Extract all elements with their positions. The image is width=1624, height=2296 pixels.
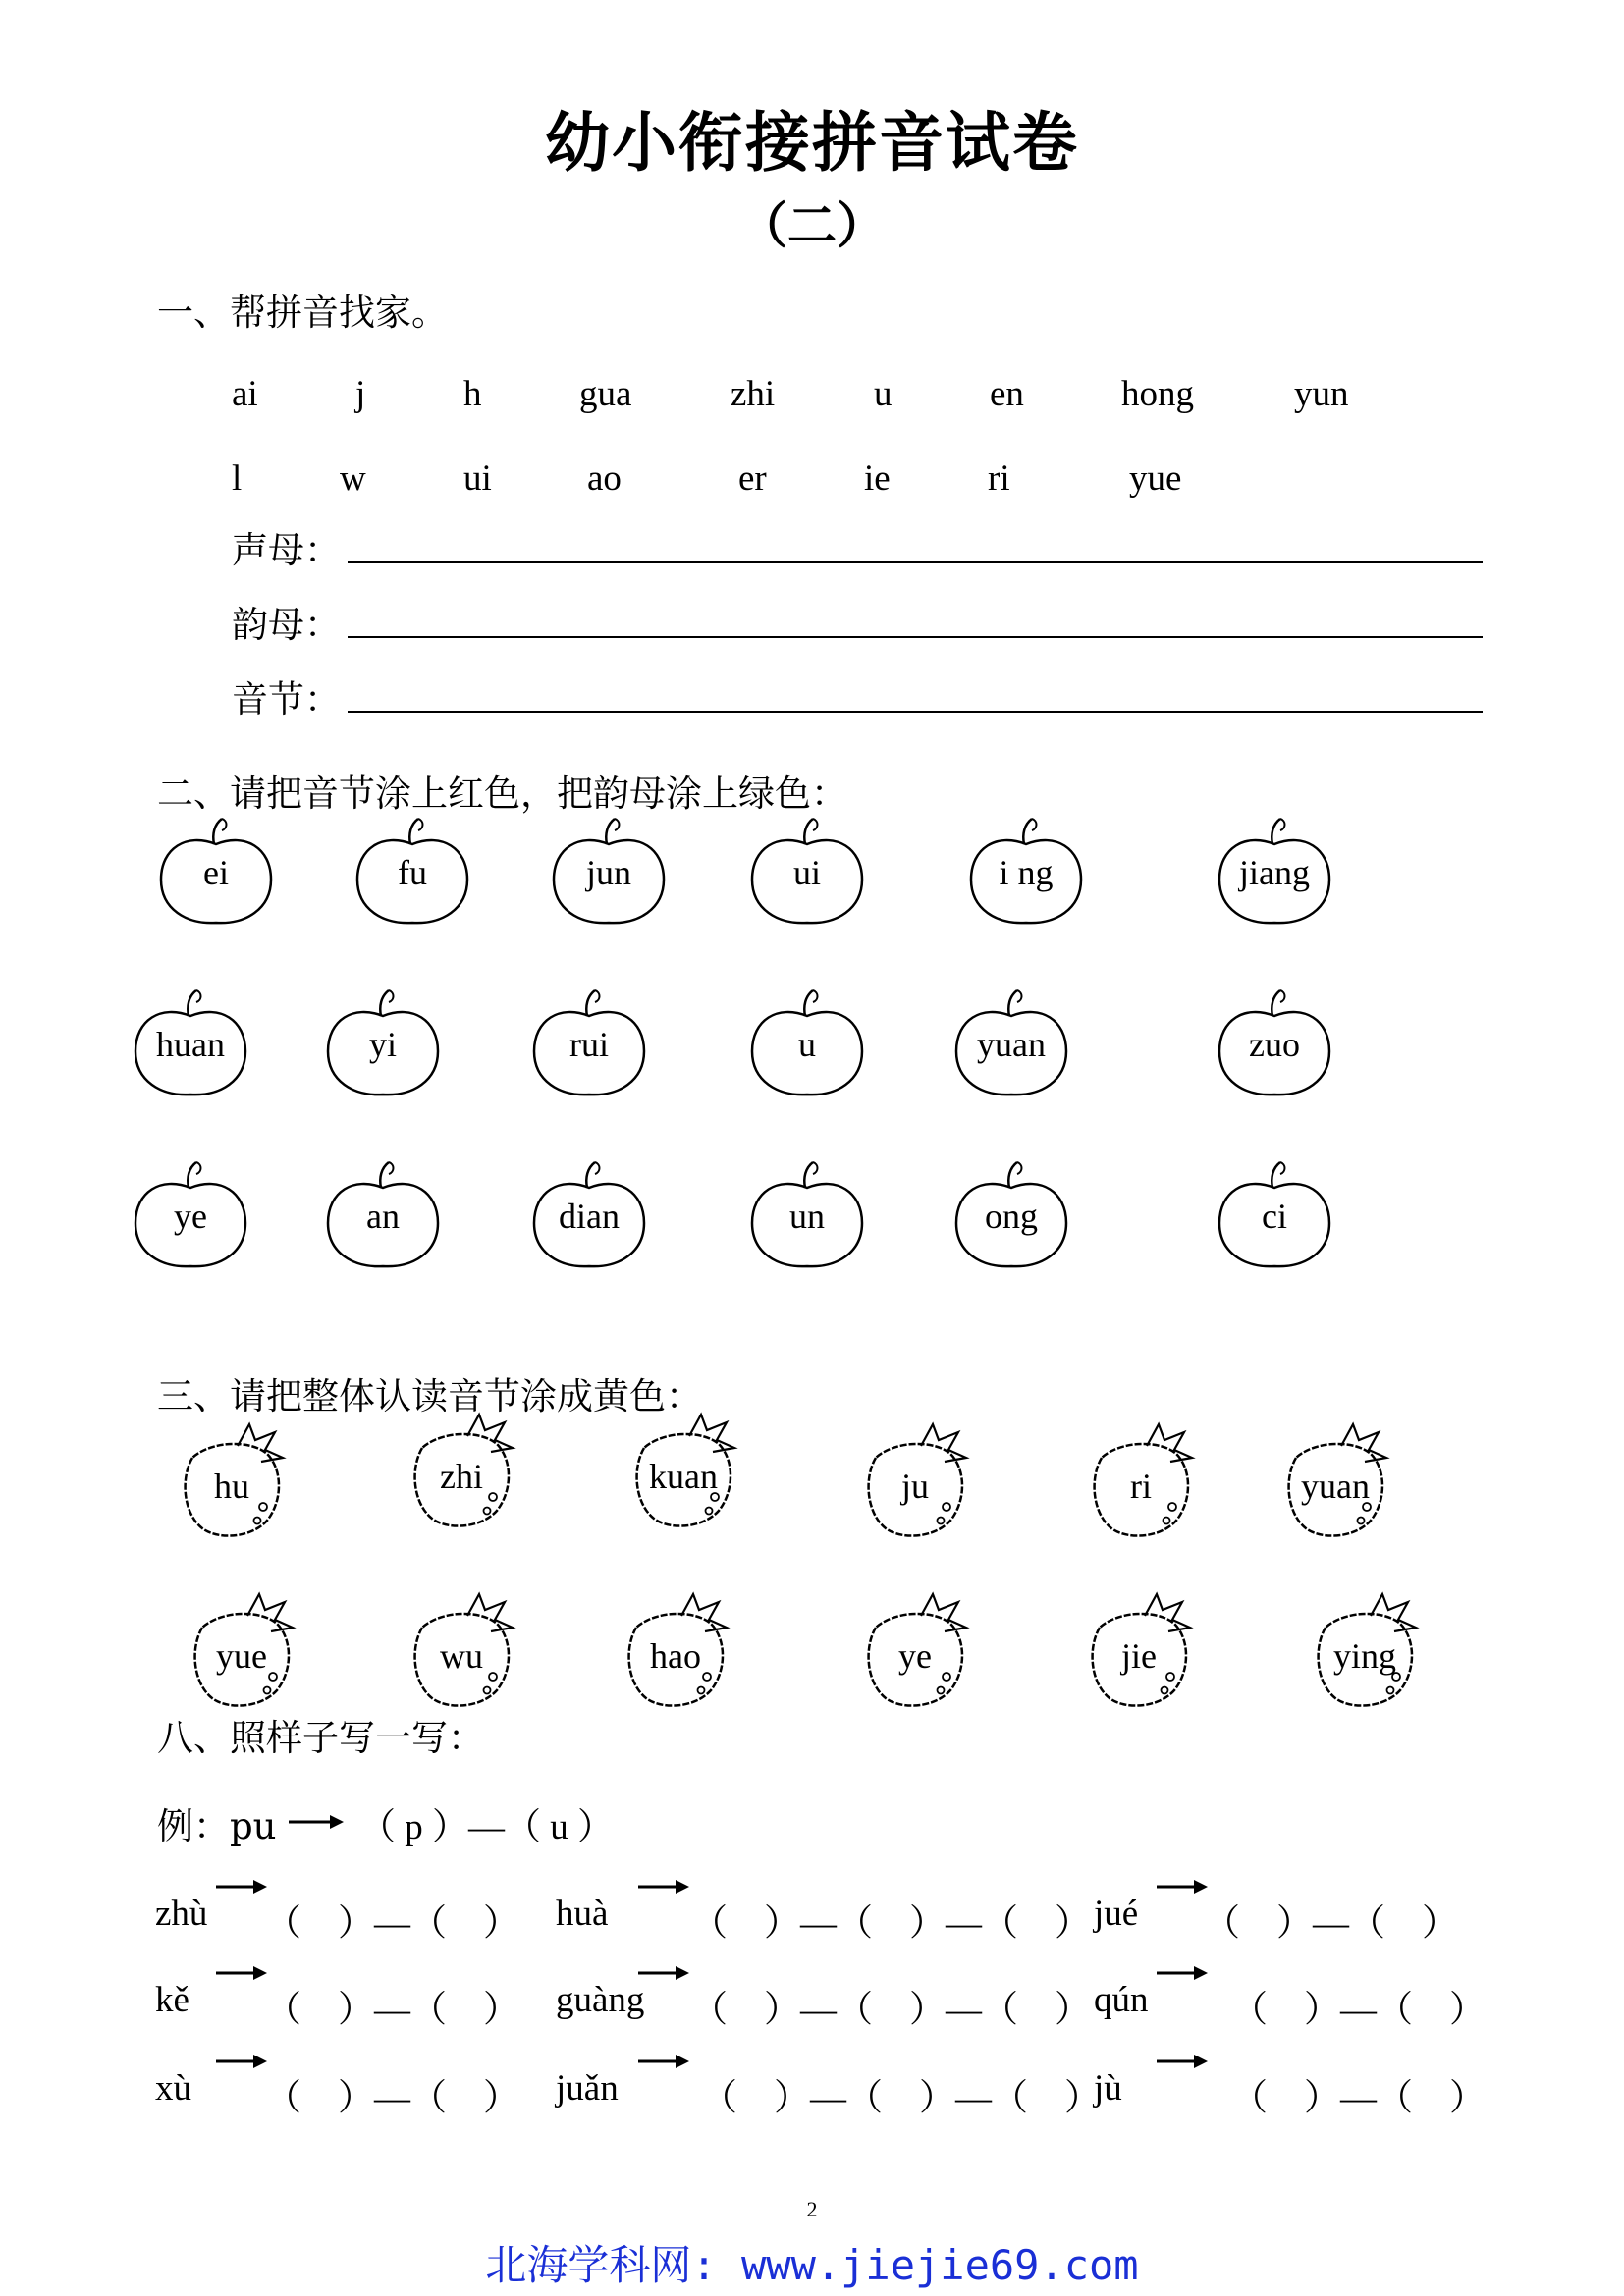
page-subtitle: （二） [738,196,886,254]
pinyin-item: w [340,458,366,499]
exercise-syllable: qún [1094,1980,1149,2020]
arrow-icon [287,1812,346,1832]
arrow-icon [214,1877,269,1896]
apple-label: ci [1262,1197,1287,1236]
footer-watermark: 北海学科网: www.jiejie69.com [485,2241,1139,2289]
pinyin-item: ai [232,374,258,414]
strawberry-label: zhi [440,1457,483,1496]
apple-label: ei [203,853,229,892]
apple-item[interactable] [132,987,249,1099]
answer-line-syllables[interactable] [348,711,1483,713]
arrow-icon [1155,1877,1210,1896]
apple-item[interactable] [550,815,668,928]
apple-label: ong [985,1197,1038,1236]
pinyin-item: er [738,458,767,499]
pinyin-item: ui [463,458,492,499]
answer-blanks[interactable]: （ ）—（ ） [265,1903,519,1944]
apple-item[interactable] [1216,815,1333,928]
arrow-icon [214,1963,269,1983]
strawberry-label: yuan [1301,1467,1370,1506]
apple-item[interactable] [132,1158,249,1271]
pinyin-item: h [463,374,482,414]
answer-blanks[interactable]: （ ）—（ ） [1204,1903,1458,1944]
strawberry-label: ri [1130,1467,1152,1506]
pinyin-item: hong [1121,374,1194,414]
strawberry-label: kuan [649,1457,718,1496]
apple-item[interactable] [324,987,442,1099]
strawberry-item[interactable] [173,1418,291,1541]
apple-label: dian [559,1197,620,1236]
strawberry-item[interactable] [1080,1588,1198,1711]
apple-item[interactable] [1216,987,1333,1099]
arrow-icon [1155,2052,1210,2071]
arrow-icon [636,1963,691,1983]
apple-item[interactable] [1216,1158,1333,1271]
strawberry-label: wu [440,1636,483,1676]
apple-item[interactable] [967,815,1085,928]
strawberry-label: ying [1332,1636,1396,1676]
arrow-icon [636,2052,691,2071]
strawberry-item[interactable] [856,1588,974,1711]
apple-item[interactable] [353,815,471,928]
strawberry-label: ju [900,1467,929,1506]
answer-line-finals[interactable] [348,636,1483,638]
apple-item[interactable] [530,1158,648,1271]
apple-label: jiang [1239,853,1310,892]
strawberry-label: yue [216,1636,267,1676]
apple-item[interactable] [530,987,648,1099]
apple-item[interactable] [952,987,1070,1099]
answer-blanks[interactable]: （ ）—（ ）—（ ） [701,2078,1101,2118]
strawberry-item[interactable] [403,1588,520,1711]
strawberry-item[interactable] [856,1418,974,1541]
apple-item[interactable] [952,1158,1070,1271]
exercise-syllable: juǎn [556,2068,619,2109]
apple-label: u [798,1025,816,1064]
strawberry-label: jie [1121,1636,1157,1676]
pinyin-item: gua [579,374,632,414]
exercise-syllable: xù [155,2068,191,2109]
strawberry-item[interactable] [403,1409,520,1531]
apple-label: ye [174,1197,207,1236]
pinyin-item: u [874,374,893,414]
example-answer: （ p ）—（ u ） [359,1807,614,1847]
arrow-icon [636,1877,691,1896]
pinyin-item: ri [988,458,1010,499]
page-title: 幼小衔接拼音试卷 [545,104,1079,181]
strawberry-label: hao [650,1636,701,1676]
arrow-icon [214,2052,269,2071]
strawberry-item[interactable] [1306,1588,1424,1711]
answer-blanks[interactable]: （ ）—（ ） [1231,1990,1486,2030]
answer-label-finals: 韵母： [232,604,341,646]
answer-label-syllables: 音节： [232,678,341,721]
strawberry-item[interactable] [624,1409,742,1531]
strawberry-item[interactable] [1276,1418,1394,1541]
pinyin-item: yun [1294,374,1349,414]
answer-blanks[interactable]: （ ）—（ ） [265,2078,519,2118]
apple-label: ui [792,853,821,892]
apple-item[interactable] [748,1158,866,1271]
pinyin-item: yue [1129,458,1182,499]
section-2-heading: 二、请把音节涂上红色，把韵母涂上绿色： [157,773,847,815]
strawberry-label: hu [214,1467,249,1506]
answer-line-initials[interactable] [348,561,1483,563]
answer-label-initials: 声母： [232,529,341,571]
answer-blanks[interactable]: （ ）—（ ）—（ ） [691,1990,1091,2030]
apple-item[interactable] [324,1158,442,1271]
exercise-syllable: guàng [556,1980,645,2020]
exercise-syllable: zhù [155,1894,208,1934]
apple-label: rui [569,1025,609,1064]
pinyin-item: zhi [731,374,776,414]
apple-label: un [789,1197,825,1236]
apple-label: an [366,1197,400,1236]
answer-blanks[interactable]: （ ）—（ ） [1231,2078,1486,2118]
section-1-heading: 一、帮拼音找家。 [157,292,448,334]
apple-label: jun [585,853,631,892]
apple-label: i ng [999,853,1054,892]
strawberry-item[interactable] [617,1588,734,1711]
apple-label: fu [398,853,427,892]
apple-label: huan [156,1025,225,1064]
strawberry-item[interactable] [1082,1418,1200,1541]
apple-label: zuo [1249,1025,1300,1064]
arrow-icon [1155,1963,1210,1983]
strawberry-item[interactable] [183,1588,300,1711]
exercise-syllable: jù [1094,2068,1122,2109]
exercise-syllable: kě [155,1980,189,2020]
apple-item[interactable] [748,815,866,928]
apple-item[interactable] [157,815,275,928]
pinyin-item: en [990,374,1024,414]
apple-label: yi [368,1025,397,1064]
strawberry-label: ye [898,1636,932,1676]
apple-label: yuan [977,1025,1046,1064]
answer-blanks[interactable]: （ ）—（ ） [265,1990,519,2030]
page-number: 2 [806,2197,818,2221]
answer-blanks[interactable]: （ ）—（ ）—（ ） [691,1903,1091,1944]
pinyin-item: ao [587,458,622,499]
pinyin-item: l [232,458,243,499]
exercise-syllable: huà [556,1894,609,1934]
pinyin-item: ie [864,458,891,499]
example-label: 例：pu [157,1805,277,1847]
section-3-heading: 三、请把整体认读音节涂成黄色： [157,1375,702,1417]
exercise-syllable: jué [1094,1894,1139,1934]
section-8-heading: 八、照样子写一写： [157,1717,484,1759]
apple-item[interactable] [748,987,866,1099]
pinyin-item: j [355,374,366,414]
